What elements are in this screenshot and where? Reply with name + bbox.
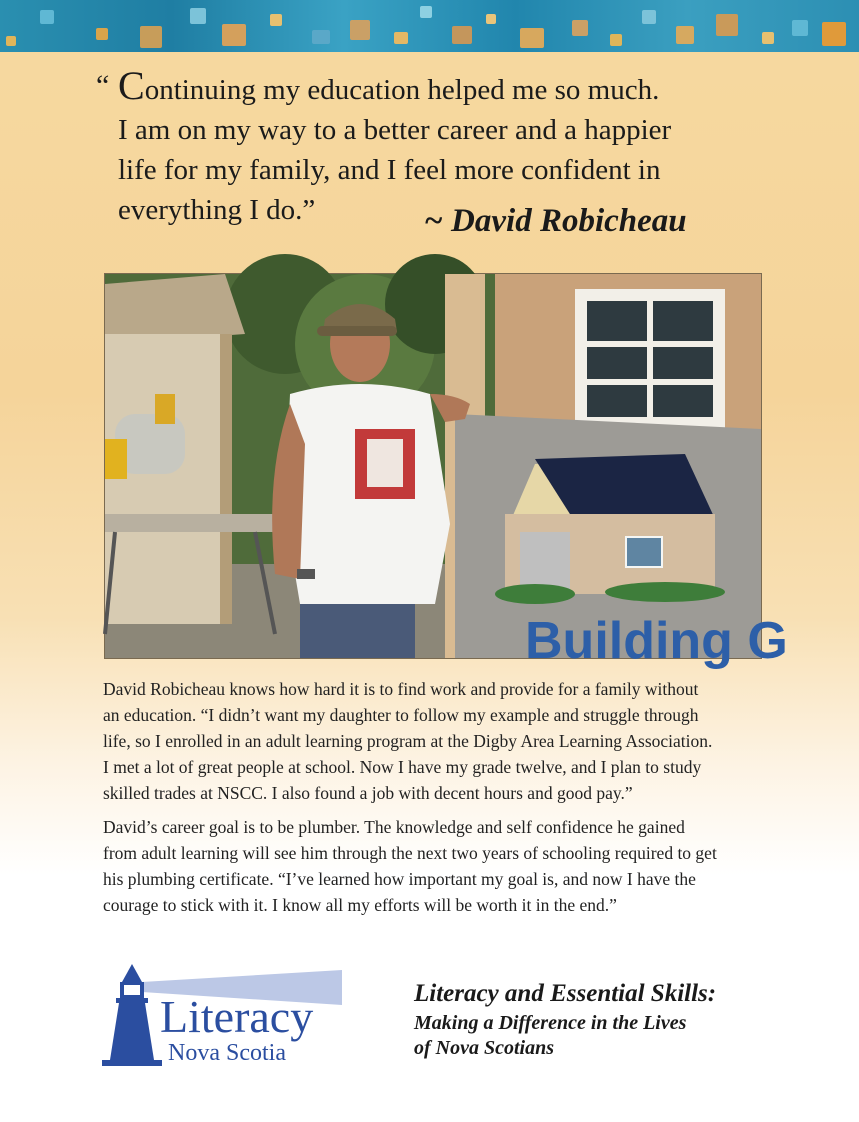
story-paragraph-2 xyxy=(103,814,768,918)
story-p1-line: David Robicheau knows how hard it is to find work and provide for a family without xyxy=(103,679,699,699)
lighthouse-icon xyxy=(102,960,352,1070)
story-p1-line: I met a lot of great people at school. Now I have my grade twelve, and I plan to study xyxy=(103,757,702,777)
story-p2-line: David’s career goal is to be plumber. The knowledge and self confidence he gained xyxy=(103,817,685,837)
photo-david-robicheau xyxy=(104,273,788,670)
story-body xyxy=(103,676,768,926)
photo-illustration xyxy=(105,274,788,670)
story-p2-line: courage to stick with it. I know all my efforts will be worth it in the end.” xyxy=(103,895,617,915)
quote-drop-letter: C xyxy=(118,63,145,108)
story-paragraph-1 xyxy=(103,676,768,806)
quote-line-1-text: ontinuing my education helped me so much. xyxy=(144,74,660,106)
open-quote-mark: “ xyxy=(96,69,110,102)
story-p2-line: his plumbing certificate. “I’ve learned how important my goal is, and now I have the xyxy=(103,869,696,889)
quote-line-2: I am on my way to a better career and a happier xyxy=(118,114,672,146)
quote-line-3: life for my family, and I feel more confident in xyxy=(118,154,661,186)
tagline-subtitle-1: Making a Difference in the Lives xyxy=(414,1012,687,1034)
tagline-title: Literacy and Essential Skills: xyxy=(414,980,717,1007)
story-p1-line: an education. “I didn’t want my daughter to follow my example and struggle through xyxy=(103,705,699,725)
tagline-subtitle-2: of Nova Scotians xyxy=(414,1037,554,1059)
story-p2-line: from adult learning will see him through the next two years of schooling required to get xyxy=(103,843,717,863)
literacy-nova-scotia-logo xyxy=(102,960,352,1070)
quote-line-1 xyxy=(118,63,671,110)
header-banner xyxy=(0,0,859,52)
story-p1-line: life, so I enrolled in an adult learning program at the Digby Area Learning Association. xyxy=(103,731,713,751)
quote-line-4: everything I do.” xyxy=(118,194,316,226)
logo-word-literacy: Literacy xyxy=(160,991,314,1042)
logo-word-nova-scotia: Nova Scotia xyxy=(168,1040,286,1066)
story-p1-line: skilled trades at NSCC. I also found a job with decent hours and good pay.” xyxy=(103,783,633,803)
sign-text: Building G xyxy=(525,612,788,670)
tagline xyxy=(414,980,716,1060)
quote-attribution: ~ David Robicheau xyxy=(424,203,687,239)
